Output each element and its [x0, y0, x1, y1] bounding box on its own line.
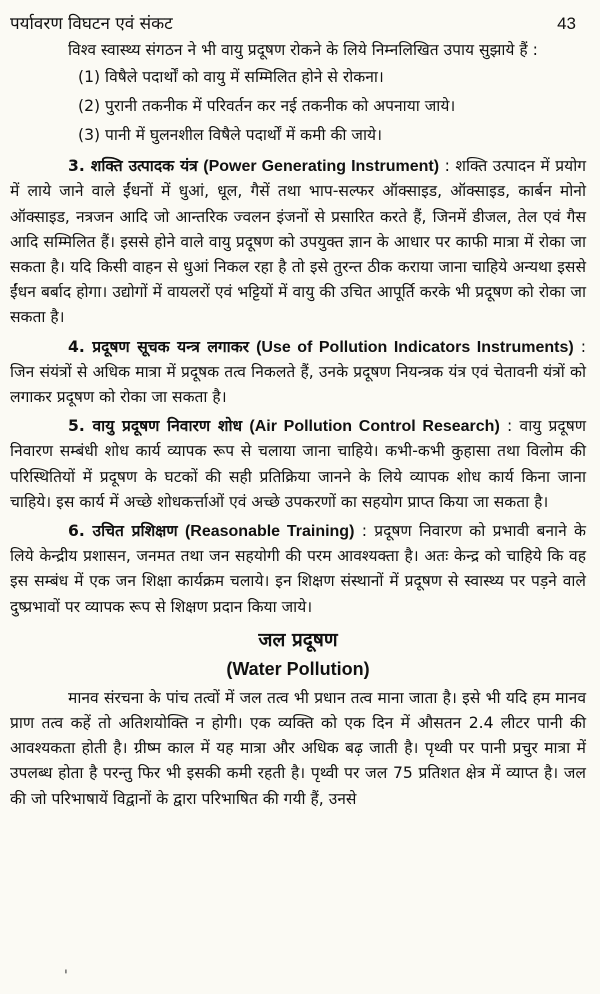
water-pollution-heading: जल प्रदूषण — [258, 628, 338, 651]
section-4 — [10, 335, 586, 411]
section-6-english: (Reasonable Training) — [184, 523, 355, 541]
list-item: (1) विषैले पदार्थों को वायु में सम्मिलित होने से रोकना। — [78, 68, 384, 87]
footer-mark: ' — [64, 968, 68, 984]
section-3-english: (Power Generating Instrument) — [203, 158, 440, 176]
section-6-title: 6. उचित प्रशिक्षण — [68, 522, 178, 541]
section-4-title: 4. प्रदूषण सूचक यन्त्र लगाकर — [68, 337, 250, 356]
section-3-body: : शक्ति उत्पादन में प्रयोग में लाये जाने वाले ईंधनों में धुआं, धूल, गैसें तथा भाप-सल्फर ऑक्साइड, ऑक्साइड, कार्बन मोनो ऑक्साइड, नत्रजन आदि जो आन्तरिक ज्वलन इंजनों से प्रसारित करते हैं, जिनमें डीजल, तेल एवं गैस आदि सम्मिलित हैं। इससे होने वाले वायु प्रदूषण को उपयुक्त ज्ञान के आधार पर काफी मात्रा में रोका जा सकता है। यदि किसी वाहन से धुआं निकल रहा है तो इसे तुरन्त ठीक कराया जाना चाहिये अन्यथा इससे ईंधन बर्बाद होगा। उद्योगों में वायलरों एवं भट्टियों में वायु की उचित आपूर्ति करके भी प्रदूषण को रोका जा सकता है। — [10, 157, 587, 327]
page-number: 43 — [557, 14, 576, 33]
list-item: (3) पानी में घुलनशील विषैले पदार्थों में कमी की जाये। — [78, 126, 382, 145]
water-pollution-paragraph: मानव संरचना के पांच तत्वों में जल तत्व भी प्रधान तत्व माना जाता है। इसे भी यदि हम मानव प्राण तत्व कहें तो अतिशयोक्ति न होगी। एक व्यक्ति को एक दिन में औसतन 2.4 लीटर पानी की आवश्यकता होती है। ग्रीष्म काल में यह मात्रा और अधिक बढ़ जाती है। पृथ्वी पर पानी प्रचुर मात्रा में उपलब्ध होता है परन्तु फिर भी इसकी कमी रहती है। पृथ्वी पर जल 75 प्रतिशत क्षेत्र में व्याप्त है। जल की जो परिभाषायें विद्वानों के द्वारा परिभाषित की गयी हैं, उनसे — [10, 688, 586, 808]
section-5 — [10, 414, 586, 515]
running-title: पर्यावरण विघटन एवं संकट — [10, 14, 173, 34]
list-item: (2) पुरानी तकनीक में परिवर्तन कर नई तकनीक को अपनाया जाये। — [78, 97, 456, 116]
water-pollution-subheading: (Water Pollution) — [226, 658, 370, 679]
section-3-title: 3. शक्ति उत्पादक यंत्र — [68, 157, 198, 176]
section-4-english: (Use of Pollution Indicators Instruments) — [256, 338, 574, 356]
page-header — [10, 12, 586, 36]
measures-list — [10, 63, 586, 150]
intro-paragraph: विश्व स्वास्थ्य संगठन ने भी वायु प्रदूषण रोकने के लिये निम्नलिखित उपाय सुझाये हैं : — [68, 41, 538, 59]
section-6-body: : प्रदूषण निवारण को प्रभावी बनाने के लिये केन्द्रीय प्रशासन, जनमत तथा जन सहयोगी की परम आवश्यक्ता है। अतः केन्द्र को चाहिये कि वह इस सम्बंध में एक जन शिक्षा कार्यक्रम चलाये। इन शिक्षण संस्थानों में प्रदूषण से स्वास्थ्य पर पड़ने वाले दुष्प्रभावों पर व्यापक रूप से शिक्षण प्रदान किया जाये। — [10, 522, 586, 616]
section-5-title: 5. वायु प्रदूषण निवारण शोध — [68, 417, 243, 436]
section-5-english: (Air Pollution Control Research) — [249, 418, 500, 436]
section-3 — [10, 154, 586, 330]
section-6 — [10, 519, 586, 620]
section-4-body: : जिन संयंत्रों से अधिक मात्रा में प्रदूषक तत्व निकलते हैं, उनके प्रदूषण नियन्त्रक यंत्र एवं चेतावनी यंत्रों को लगाकर प्रदूषण को रोका जा सकता है। — [10, 337, 586, 407]
section-5-body: : वायु प्रदूषण निवारण सम्बंधी शोध कार्य व्यापक रूप से चलाया जाना चाहिये। कभी-कभी कुहासा तथा विलोम की परिस्थितियों में प्रदूषण के घटकों की सही प्रतिक्रिया जानने के लिये व्यापक शोध कार्य किना जाना चाहिये। इस कार्य में अच्छे शोधकर्त्ताओं एवं अच्छे उपकरणों का सहयोग प्राप्त किया जा सकता है। — [10, 417, 586, 511]
